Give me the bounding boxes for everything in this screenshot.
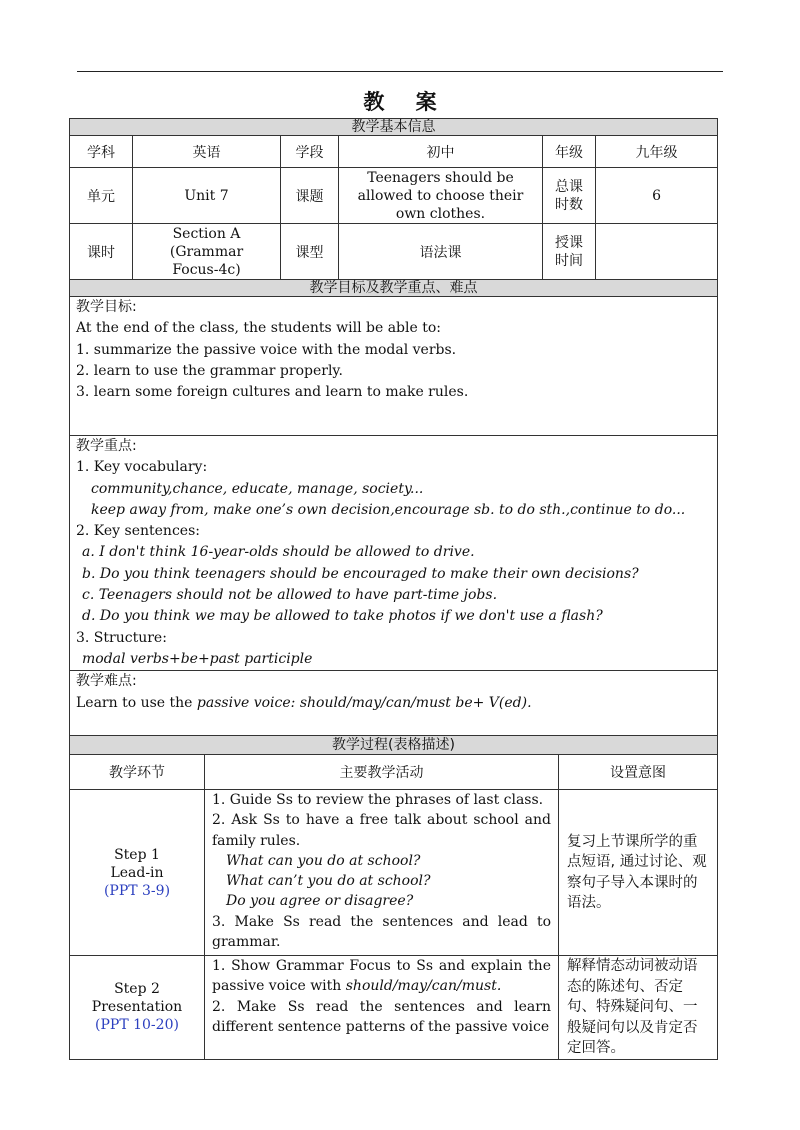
vocab-line: community,chance, educate, manage, society... xyxy=(91,480,424,497)
step-cell xyxy=(70,790,205,956)
basic-info-table xyxy=(69,118,718,739)
intent-cell xyxy=(559,956,718,1060)
intent-text: 复习上节课所学的重点短语, 通过讨论、观察句子导入本课时的语法。 xyxy=(567,833,707,911)
process-header: 教学过程(表格描述) xyxy=(70,736,718,755)
objectives-cell xyxy=(70,297,718,436)
unit-label: 单元 xyxy=(70,168,133,224)
subject-label: 学科 xyxy=(70,136,133,168)
subject-value: 英语 xyxy=(133,136,281,168)
period-value: Section A (Grammar Focus-4c) xyxy=(169,225,244,278)
step-ppt: (PPT 3-9) xyxy=(103,882,171,899)
topic-value: Teenagers should be allowed to choose their own clothes. xyxy=(357,169,524,222)
activity-question: Do you agree or disagree? xyxy=(226,893,414,910)
unit-value: Unit 7 xyxy=(133,168,281,224)
table-row xyxy=(70,790,718,956)
grade-value: 九年级 xyxy=(596,136,718,168)
step-name: Lead-in xyxy=(110,864,164,881)
difficulty-label: 教学难点: xyxy=(76,673,137,690)
process-table xyxy=(69,735,718,1060)
activity-question: What can you do at school? xyxy=(226,852,421,869)
step-name: Presentation xyxy=(91,999,183,1016)
topic-label: 课题 xyxy=(281,168,339,224)
difficulty-prefix: Learn to use the xyxy=(76,694,197,711)
vocab-line: keep away from, make one’s own decision,encourage sb. to do sth.,continue to do... xyxy=(91,501,686,518)
difficulty-cell xyxy=(70,671,718,739)
basic-info-header: 教学基本信息 xyxy=(70,119,718,136)
objectives-label: 教学目标: xyxy=(76,299,137,315)
activity-line: 2. Ask Ss to have a free talk about school and family rules. xyxy=(212,812,551,849)
goals-header: 教学目标及教学重点、难点 xyxy=(70,280,718,297)
key-points-label: 教学重点: xyxy=(76,438,137,454)
col-intent-header: 设置意图 xyxy=(559,755,718,790)
document-title: 教 案 xyxy=(363,90,449,114)
col-step-header: 教学环节 xyxy=(70,755,205,790)
step-number: Step 1 xyxy=(114,846,160,863)
sentence-line: d. Do you think we may be allowed to take photos if we don't use a flash? xyxy=(82,608,603,625)
total-hours-label: 总课时数 xyxy=(555,178,583,213)
type-label: 课型 xyxy=(281,224,339,280)
step-ppt: (PPT 10-20) xyxy=(95,1017,179,1034)
stage-label: 学段 xyxy=(281,136,339,168)
objectives-line: 1. summarize the passive voice with the modal verbs. xyxy=(76,341,457,358)
activity-italic: should/may/can/must. xyxy=(345,978,502,995)
objectives-line: At the end of the class, the students will be able to: xyxy=(76,320,441,337)
step-number: Step 2 xyxy=(114,981,160,998)
sentence-line: c. Teenagers should not be allowed to have part-time jobs. xyxy=(82,587,498,604)
grade-label: 年级 xyxy=(543,136,596,168)
stage-value: 初中 xyxy=(339,136,543,168)
objectives-line: 2. learn to use the grammar properly. xyxy=(76,362,343,379)
type-value: 语法课 xyxy=(339,224,543,280)
key-points-cell xyxy=(70,436,718,671)
teach-time-value xyxy=(596,224,718,280)
step-cell xyxy=(70,956,205,1060)
activity-line: 1. Guide Ss to review the phrases of last class. xyxy=(212,792,544,808)
activity-question: What can’t you do at school? xyxy=(226,873,431,890)
col-activity-header: 主要教学活动 xyxy=(205,755,559,790)
table-row xyxy=(70,956,718,1060)
intent-text: 解释情态动词被动语态的陈述句、否定句、特殊疑问句、一般疑问句以及肯定否定回答。 xyxy=(567,958,698,1056)
structure-title: 3. Structure: xyxy=(76,629,167,646)
structure-line: modal verbs+be+past participle xyxy=(82,650,313,667)
sentence-line: b. Do you think teenagers should be encouraged to make their own decisions? xyxy=(82,565,639,582)
activity-prefix: 1. Show Grammar Focus to Ss and explain the passive voice with xyxy=(212,958,551,995)
sentences-title: 2. Key sentences: xyxy=(76,523,200,540)
difficulty-text: passive voice: should/may/can/must be+ V(ed). xyxy=(196,694,532,711)
activity-line: 2. Make Ss read the sentences and learn different sentence patterns of the passive voice xyxy=(212,998,551,1035)
vocab-title: 1. Key vocabulary: xyxy=(76,459,208,476)
period-label: 课时 xyxy=(70,224,133,280)
teach-time-label: 授课时间 xyxy=(555,234,583,269)
header-rule xyxy=(77,71,723,72)
activity-cell xyxy=(205,956,559,1060)
activity-cell xyxy=(205,790,559,956)
intent-cell xyxy=(559,790,718,956)
objectives-line: 3. learn some foreign cultures and learn to make rules. xyxy=(76,384,469,401)
total-hours-value: 6 xyxy=(596,168,718,224)
sentence-line: a. I don't think 16-year-olds should be allowed to drive. xyxy=(82,544,475,561)
difficulty-line xyxy=(76,693,711,714)
activity-line xyxy=(212,956,551,997)
activity-line: 3. Make Ss read the sentences and lead to grammar. xyxy=(212,913,551,951)
